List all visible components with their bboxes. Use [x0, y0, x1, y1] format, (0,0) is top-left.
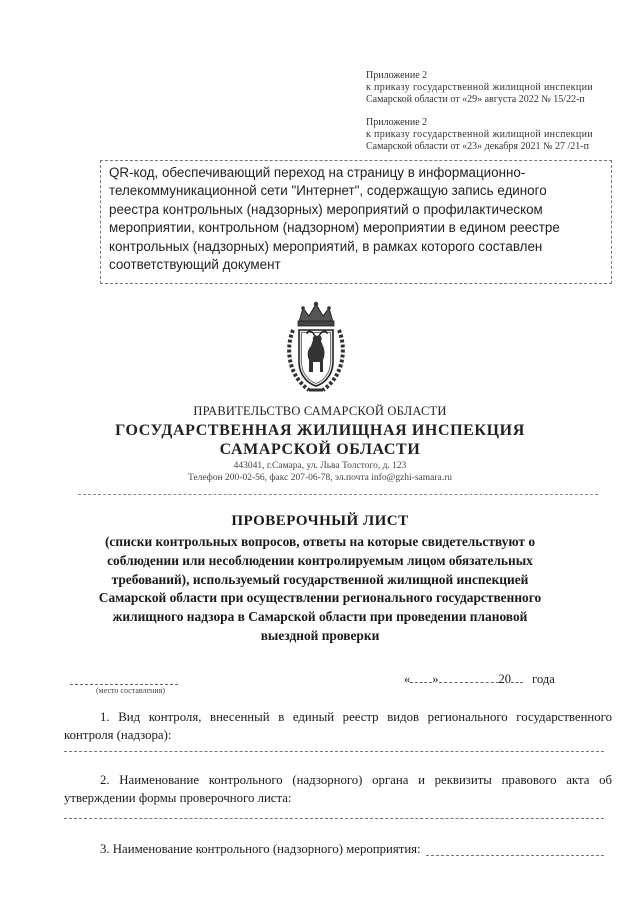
place-label: (место составления)	[96, 686, 165, 695]
item-3-text: 3. Наименование контрольного (надзорного) мероприятия:	[100, 842, 421, 856]
item-2-text-cont: утверждении формы проверочного листа:	[64, 791, 292, 805]
inspection-name-line1: ГОСУДАРСТВЕННАЯ ЖИЛИЩНАЯ ИНСПЕКЦИЯ	[115, 422, 525, 439]
appendix-block-1	[366, 70, 593, 106]
appendix-title: Приложение 2	[366, 117, 428, 128]
qr-code-note-box	[100, 160, 612, 284]
qr-note-line: реестра контрольных (надзорных) мероприятий о профилактическом	[109, 201, 543, 217]
year-blank[interactable]	[511, 672, 523, 683]
appendix-order-ref: к приказу государственной жилищной инспекции	[366, 129, 593, 140]
inspection-name-line2: САМАРСКОЙ ОБЛАСТИ	[219, 441, 421, 458]
appendix-block-2	[366, 117, 593, 153]
item-1-text: 1. Вид контроля, внесенный в единый реестр видов регионального государственного	[100, 710, 612, 724]
subtitle-line: Самарской области при осуществлении регионального государственного	[98, 590, 542, 606]
subtitle-line: жилищного надзора в Самарской области при проведении плановой	[112, 609, 528, 625]
government-name: ПРАВИТЕЛЬСТВО САМАРСКОЙ ОБЛАСТИ	[193, 404, 447, 418]
samara-coat-of-arms-emblem	[285, 300, 347, 396]
qr-note-line: QR-код, обеспечивающий переход на страницу в информационно-	[109, 165, 526, 180]
document-subtitle	[80, 533, 560, 646]
place-fill-line[interactable]	[70, 684, 178, 685]
year-suffix: года	[532, 672, 555, 686]
document-title: ПРОВЕРОЧНЫЙ ЛИСТ	[231, 513, 409, 529]
subtitle-line: требований), используемый государственной жилищной инспекцией	[111, 571, 529, 587]
day-blank[interactable]	[410, 672, 432, 683]
quote-close: »	[432, 672, 439, 686]
year-prefix: 20	[498, 672, 511, 686]
qr-note-line: соответствующий документ	[109, 257, 281, 273]
subtitle-line: (списки контрольных вопросов, ответы на которые свидетельствуют о	[104, 534, 536, 549]
item-1-text-cont: контроля (надзора):	[64, 728, 172, 742]
qr-note-line: контрольных (надзорных) мероприятий, в рамках которого составлен	[109, 238, 543, 254]
header-divider	[78, 494, 598, 495]
item-3-fill-line[interactable]	[426, 855, 604, 856]
appendix-order-date: Самарской области от «23» декабря 2021 № 27 /21-п	[366, 141, 589, 152]
subtitle-line: соблюдении или несоблюдении контролируемым лицом обязательных	[107, 552, 533, 568]
appendix-order-date: Самарской области от «29» августа 2022 № 15/22-п	[366, 94, 585, 105]
organization-contacts: Телефон 200-02-56, факс 207-06-78, эл.почта info@gzhi-samara.ru	[187, 473, 453, 483]
month-blank[interactable]	[439, 672, 499, 683]
item-2-text: 2. Наименование контрольного (надзорного) органа и реквизиты правового акта об	[100, 773, 612, 787]
qr-note-line: телекоммуникационной сети "Интернет", содержащую запись единого	[109, 183, 547, 199]
quote-open: «	[404, 672, 411, 686]
qr-note-line: мероприятии, контрольном (надзорном) мероприятии в едином реестре	[109, 220, 560, 236]
subtitle-line: выездной проверки	[260, 627, 380, 643]
item-1-fill-line[interactable]	[64, 751, 604, 752]
appendix-order-ref: к приказу государственной жилищной инспекции	[366, 82, 593, 93]
date-field	[404, 672, 555, 687]
item-2-fill-line[interactable]	[64, 818, 604, 819]
organization-address: 443041, г.Самара, ул. Льва Толстого, д. 123	[233, 461, 407, 471]
appendix-title: Приложение 2	[366, 70, 428, 81]
